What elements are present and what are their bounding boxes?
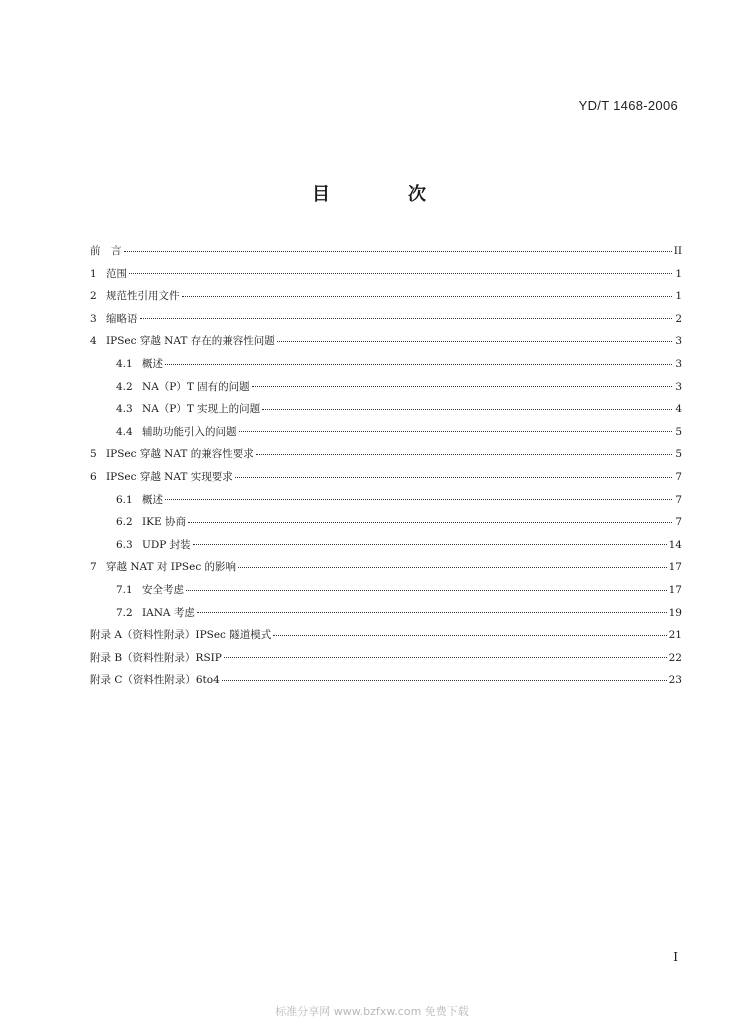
toc-entry[interactable]	[90, 421, 682, 444]
toc-entry[interactable]	[90, 624, 682, 647]
toc-entry-title: IPSec 穿越 NAT 存在的兼容性问题	[106, 335, 275, 348]
toc-entry[interactable]	[90, 579, 682, 602]
toc-dot-leader	[182, 296, 673, 297]
toc-entry[interactable]	[90, 330, 682, 353]
toc-entry-page: II	[673, 245, 682, 257]
toc-entry-title: IPSec 穿越 NAT 实现要求	[106, 470, 233, 483]
toc-entry-page: 3	[675, 335, 682, 348]
toc-entry-page: 2	[675, 312, 682, 325]
toc-entry-title: 概述	[142, 493, 163, 506]
toc-entry[interactable]	[90, 353, 682, 376]
toc-entry-number: 2	[90, 290, 97, 303]
toc-entry-title: 附录 A（资料性附录）IPSec 隧道模式	[90, 629, 272, 642]
toc-dot-leader	[165, 499, 672, 500]
toc-entry[interactable]	[90, 308, 682, 331]
toc-entry[interactable]	[90, 240, 682, 263]
toc-entry[interactable]	[90, 534, 682, 557]
toc-entry-title: UDP 封装	[142, 538, 191, 551]
toc-entry-page: 23	[668, 674, 682, 687]
toc-entry[interactable]	[90, 443, 682, 466]
toc-entry-page: 1	[675, 290, 682, 303]
standard-code: YD/T 1468-2006	[578, 98, 678, 113]
toc-dot-leader	[188, 522, 672, 523]
toc-entry[interactable]	[90, 489, 682, 512]
toc-entry[interactable]	[90, 376, 682, 399]
toc-dot-leader	[224, 657, 667, 658]
page-number: I	[673, 950, 678, 964]
watermark-text: 标准分享网 www.bzfxw.com 免费下载	[275, 1005, 469, 1018]
toc-entry-number: 6.3	[116, 538, 133, 551]
toc-dot-leader	[252, 386, 672, 387]
toc-entry-page: 19	[668, 606, 682, 619]
toc-entry-number: 7.1	[116, 583, 133, 596]
toc-dot-leader	[277, 341, 672, 342]
toc-dot-leader	[273, 635, 666, 636]
toc-entry-title: 规范性引用文件	[106, 290, 180, 303]
table-of-contents	[90, 240, 682, 692]
toc-entry-number: 6.2	[116, 516, 133, 529]
toc-entry-number: 7	[90, 561, 97, 574]
toc-dot-leader	[262, 409, 672, 410]
toc-entry-title: 安全考虑	[142, 583, 184, 596]
toc-entry-number: 5	[90, 448, 97, 461]
toc-entry[interactable]	[90, 263, 682, 286]
toc-entry-page: 5	[675, 425, 682, 438]
toc-entry-number: 4.4	[116, 425, 133, 438]
page-title: 目 次	[312, 184, 456, 205]
toc-entry-number: 1	[90, 267, 97, 280]
toc-entry-title: 概述	[142, 357, 163, 370]
toc-entry-title: 辅助功能引入的问题	[142, 425, 237, 438]
toc-entry-number: 7.2	[116, 606, 133, 619]
toc-entry-page: 1	[675, 267, 682, 280]
toc-entry-number: 3	[90, 312, 97, 325]
toc-entry-page: 21	[668, 629, 682, 642]
toc-entry-title: NA（P）T 固有的问题	[142, 380, 250, 393]
toc-entry-number: 4	[90, 335, 97, 348]
toc-entry[interactable]	[90, 398, 682, 421]
toc-entry-title: IANA 考虑	[142, 606, 195, 619]
toc-entry-page: 7	[675, 470, 682, 483]
toc-entry-title: NA（P）T 实现上的问题	[142, 403, 261, 416]
toc-entry-number: 6.1	[116, 493, 133, 506]
toc-entry-page: 22	[668, 651, 682, 664]
toc-entry-page: 3	[675, 380, 682, 393]
toc-entry-title: 附录 C（资料性附录）6to4	[90, 674, 220, 687]
toc-entry-title: 附录 B（资料性附录）RSIP	[90, 651, 222, 664]
toc-dot-leader	[193, 544, 667, 545]
toc-dot-leader	[239, 431, 673, 432]
toc-entry-page: 4	[675, 403, 682, 416]
toc-entry-page: 3	[675, 357, 682, 370]
toc-entry-title: IPSec 穿越 NAT 的兼容性要求	[106, 448, 254, 461]
toc-entry-title: 前 言	[90, 245, 122, 257]
toc-entry[interactable]	[90, 466, 682, 489]
toc-entry-page: 17	[668, 561, 682, 574]
toc-entry-page: 14	[668, 538, 682, 551]
toc-entry[interactable]	[90, 285, 682, 308]
toc-dot-leader	[124, 251, 672, 252]
toc-entry-number: 4.3	[116, 403, 133, 416]
toc-entry-page: 7	[675, 516, 682, 529]
toc-entry[interactable]	[90, 511, 682, 534]
toc-dot-leader	[197, 612, 667, 613]
toc-entry-page: 5	[675, 448, 682, 461]
toc-entry-number: 6	[90, 470, 97, 483]
toc-dot-leader	[140, 318, 673, 319]
toc-dot-leader	[256, 454, 672, 455]
toc-dot-leader	[235, 477, 672, 478]
toc-entry-title: 穿越 NAT 对 IPSec 的影响	[106, 561, 237, 574]
toc-entry-number: 4.2	[116, 380, 133, 393]
toc-entry[interactable]	[90, 647, 682, 670]
toc-entry[interactable]	[90, 602, 682, 625]
toc-dot-leader	[165, 364, 672, 365]
toc-dot-leader	[129, 273, 672, 274]
toc-entry-page: 7	[675, 493, 682, 506]
toc-entry-title: 范围	[106, 267, 127, 280]
toc-entry[interactable]	[90, 556, 682, 579]
toc-entry-title: IKE 协商	[142, 516, 186, 529]
toc-dot-leader	[238, 567, 667, 568]
toc-entry-number: 4.1	[116, 357, 133, 370]
toc-entry-page: 17	[668, 583, 682, 596]
toc-dot-leader	[222, 680, 667, 681]
toc-entry[interactable]	[90, 669, 682, 692]
toc-dot-leader	[186, 590, 667, 591]
toc-entry-title: 缩略语	[106, 312, 138, 325]
